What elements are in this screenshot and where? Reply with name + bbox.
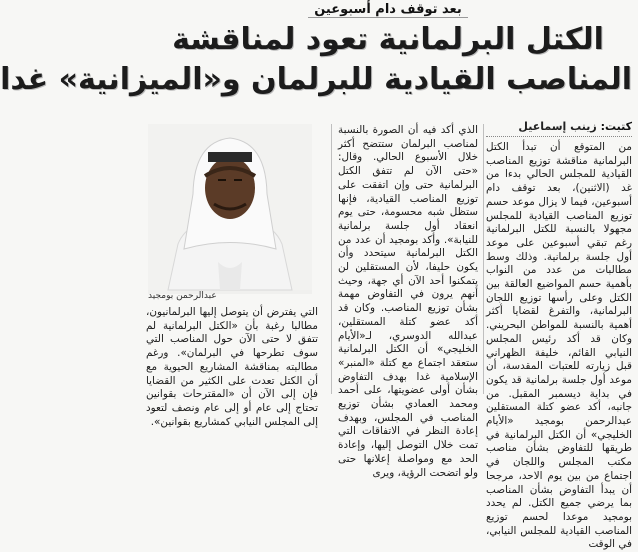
column-left-lower-text: التي يفترض أن يتوصل إليها البرلمانيون، مطالبا رغبة بأن «الكتل البرلمانية لم تتفق لا حتى الآن حول المناصب التي سوف تطرحها في البرلمان». ورغم مطالبته بمناقشة المشاريع الحيوية مع أن الكتل تعدت على الكثير من القضايا فإن إلى الآن أن «المقترحات بقوانين تحتاج إلى عام أو إلى عام ونصف لتعود إلى المجلس النيابي كمشاريع بقوانين». [146,306,318,428]
column-right [486,120,632,552]
byline-name: زينب إسماعيل [518,120,597,133]
headline-line-2: المناصب القيادية للبرلمان و«الميزانية» غدا [0,62,632,97]
column-middle [338,124,478,480]
kicker-text: بعد توقف دام أسبوعين [308,2,468,18]
column-left-lower [146,306,318,429]
column-rule-1 [483,124,484,394]
column-middle-text: الذي أكد فيه أن الصورة بالنسبة لمناصب البرلمان ستتضح أكثر خلال الأسبوع الحالي. وقال: «حتى الآن لم تتفق الكتل البرلمانية حتى وإن اتفقت على توزيع المناصب القيادية، فإنها ستظل شبه محسومة، حتى يوم انعقاد أول جلسة برلمانية للنيابة». وأكد بومجيد أن عدد من الكتل البرلمانية سيتحدد وأن يكون حليفا، لأن المستقلين لن يتمكنوا أحد الآن أي جهة، وحيث أنهم يرون في التفاوض مهمة بشأن توزيع المناصب. وكان قد أكد عضو كتلة المستقلين، عبدالله الدوسري، لـ«الأيام الخليجي» أن الكتل البرلمانية ستعقد اجتماع مع كتلة «المنبر» الإسلامية غدا بهدف التفاوض بشأن أولى عضويتها، على أحمد ومحمد العمادي بشأن توزيع المناصب في المجلس، وبهدف إعادة النظر في الاتفاقات التي تمت خلال التوصل إليها، وإعادة الحد مع ومواصلة إعلانها حتى ولو اتضحت الرؤية، ويرى [338,124,478,479]
byline-label: كتبت: [600,120,632,133]
column-right-text: من المتوقع أن تبدأ الكتل البرلمانية مناقشة توزيع المناصب القيادية للمجلس الحالي بدءا من غد (الاثنين)، بعد توقف دام أسبوعين، فيما لا يزال موعد حسم توزيع المناصب القيادية للمجلس مجهولا بالنسبة للكتل البرلمانية رغم تبقي أسبوعين على موعد أول جلسة برلمانية. وذلك وسط مطالبات من عدد من النواب بأهمية حسم المواضيع العالقة بين الكتل وعلى رأسها توزيع اللجان البرلمانية، والتفرغ لقضايا أكثر أهمية بالنسبة للمواطن البحريني. وكان قد أكد رئيس المجلس النيابي القائم، خليفة الظهراني قبل زيارته للعتبات المقدسة، أن موعد أول جلسة برلمانية قد يكون في بداية ديسمبر المقبل. من جانبه، أكد عضو كتلة المستقلين عبدالرحمن بومجيد «الأيام الخليجي» أن الكتل البرلمانية في طريقها للتفاوض بشأن مناصب مكتب المجلس واللجان في اجتماع من بين يوم الاحد، مرجحا أن يبدأ التفاوض بشأن المناصب بما يرضي جميع الكتل. لم يحدد بومجيد موعدا لحسم توزيع المناصب القيادية للمجلس النيابي، في الوقت [486,141,632,551]
headline-line-1: الكتل البرلمانية تعود لمناقشة [172,22,604,57]
portrait-photo [148,124,312,290]
byline [486,120,632,137]
photo [148,124,312,294]
kicker [138,2,638,17]
photo-caption: عبدالرحمن بومجيد [148,291,217,301]
column-rule-2 [331,124,332,394]
